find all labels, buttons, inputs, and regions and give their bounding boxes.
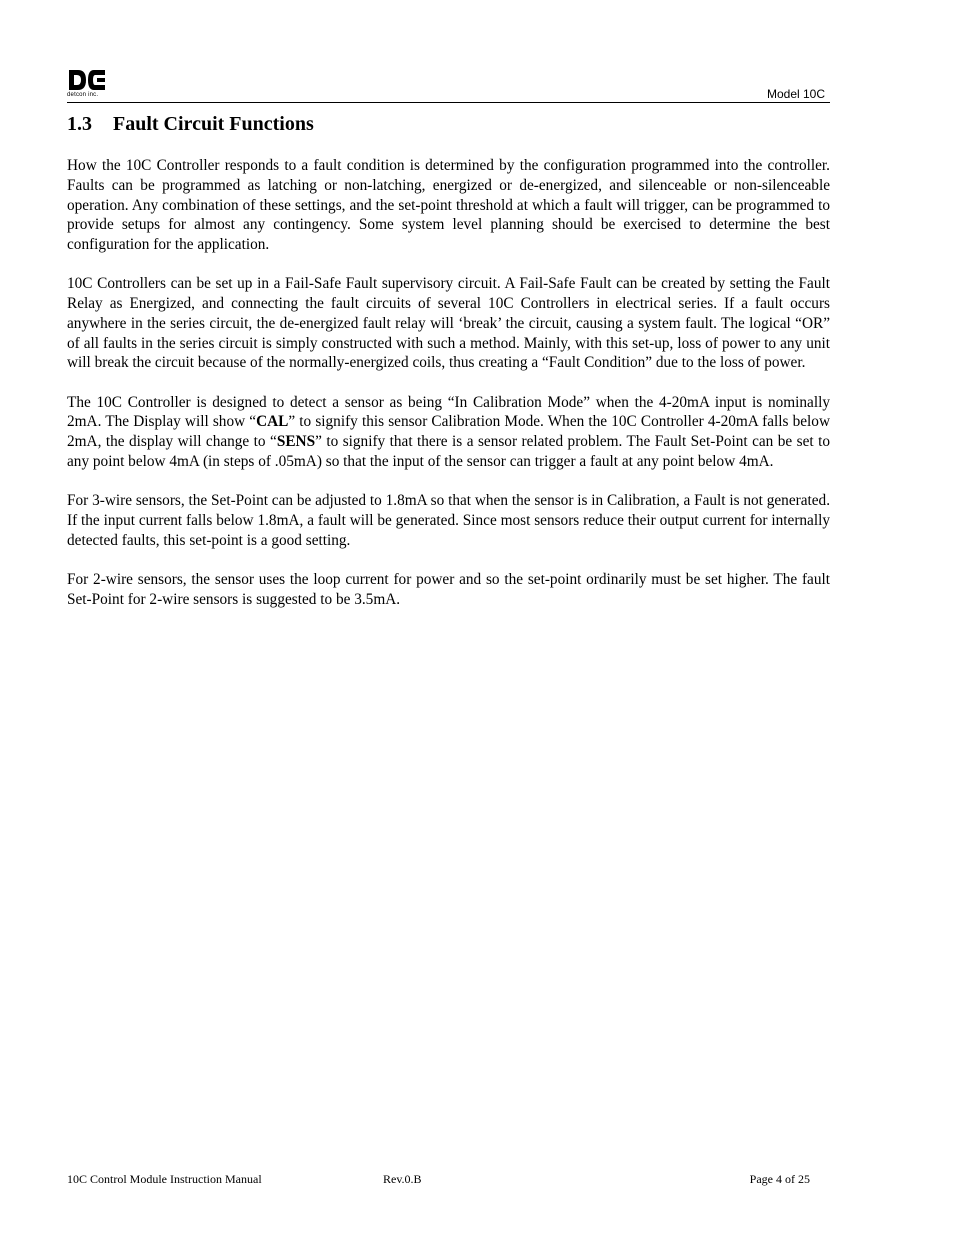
footer-page-number: Page 4 of 25 — [749, 1172, 810, 1186]
page-header — [67, 68, 830, 103]
detcon-logo — [67, 68, 107, 100]
paragraph-1: How the 10C Controller responds to a fault condition is determined by the configuration programmed into the controller. Faults can be programmed as latching or non-latching, energized or de-energized, and silenceable or non-silenceable operation. Any combination of these settings, and the set-point threshold at which a fault will trigger, can be programmed to provide setups for almost any contingency. Some system level planning should be exercised to determine the best configuration for the application. — [67, 157, 830, 253]
paragraph-5: For 2-wire sensors, the sensor uses the loop current for power and so the set-point ordinarily must be set higher. The fault Set-Point for 2-wire sensors is suggested to be 3.5mA. — [67, 570, 830, 608]
paragraph-4: For 3-wire sensors, the Set-Point can be adjusted to 1.8mA so that when the sensor is in Calibration, a Fault is not generated. If the input current falls below 1.8mA, a fault will be generated. Since most sensors reduce their output current for internally detected faults, this set-point is a good setting. — [67, 492, 831, 549]
body-text — [67, 156, 830, 629]
section-heading — [67, 113, 314, 136]
paragraph-3 — [67, 393, 830, 472]
paragraph-3-text-c: ” to signify this sensor Calibration Mode. When the 10C Controller 4-20mA falls below 2mA, the display will change to “ — [67, 413, 831, 450]
model-label: Model 10C — [766, 87, 825, 101]
detcon-logo-icon — [67, 68, 107, 92]
section-number: 1.3 — [67, 113, 92, 135]
footer-manual-title: 10C Control Module Instruction Manual — [67, 1172, 262, 1186]
section-title: Fault Circuit Functions — [113, 113, 314, 135]
paragraph-2: 10C Controllers can be set up in a Fail-Safe Fault supervisory circuit. A Fail-Safe Fault can be created by setting the Fault Relay as Energized, and connecting the fault circuits of several 10C Controllers in electrical series. If a fault occurs anywhere in the series circuit, the de-energized fault relay will ‘break’ the circuit, causing a system fault. The logical “OR” of all faults in the series circuit is simply constructed with such a method. Mainly, with this set-up, loss of power to any unit will break the circuit because of the normally-energized coils, thus creating a “Fault Condition” due to the loss of power. — [67, 275, 830, 372]
sens-display-code: SENS — [276, 433, 316, 450]
cal-display-code: CAL — [256, 413, 289, 431]
paragraph-3-text-e: ” to signify that there is a sensor related problem. The Fault Set-Point can be set to any point below 4mA (in steps of .05mA) so that the input of the sensor can trigger a fault at any point below 4mA. — [67, 433, 830, 470]
paragraph-3-text-a: The 10C Controller is designed to detect a sensor as being “In Calibration Mode” when the 4-20mA input is nominally 2mA. The Display will show “ — [67, 393, 830, 431]
page-footer — [67, 1172, 830, 1188]
logo-text: detcon inc. — [67, 92, 99, 98]
footer-revision: Rev.0.B — [383, 1172, 422, 1186]
